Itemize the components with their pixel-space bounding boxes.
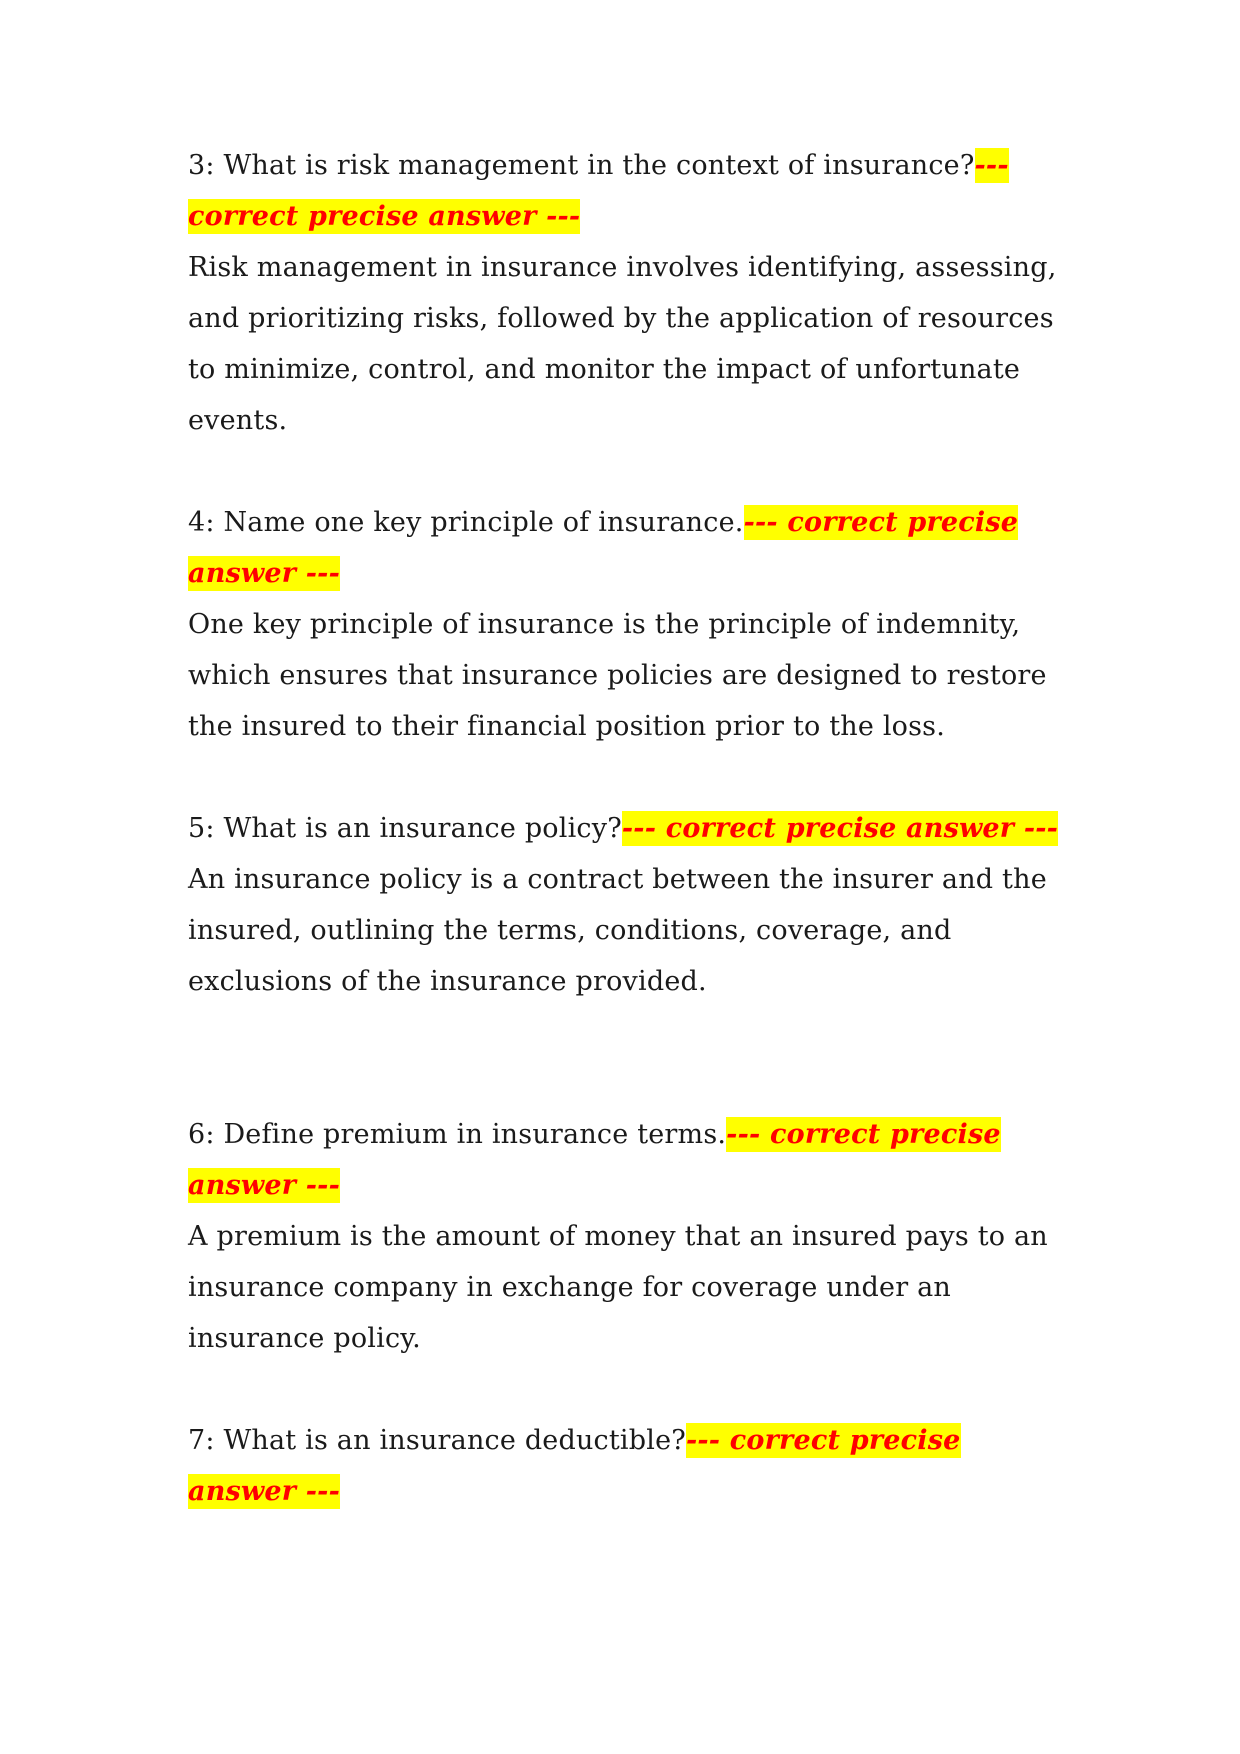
qa-item-3 (188, 140, 1078, 446)
question-text: 7: What is an insurance deductible? (188, 1425, 686, 1456)
answer-marker-highlight: --- correct precise answer --- (188, 1119, 1001, 1201)
question-text: 4: Name one key principle of insurance. (188, 507, 744, 538)
qa-item-4 (188, 497, 1078, 752)
answer-marker-highlight: --- correct precise answer --- (621, 813, 1059, 844)
question-text: 5: What is an insurance policy? (188, 813, 622, 844)
answer-marker-highlight: --- correct precise answer --- (188, 1425, 961, 1507)
question-7 (188, 1415, 1078, 1517)
answer-marker-highlight: --- correct precise answer --- (188, 507, 1019, 589)
answer-6: A premium is the amount of money that an insured pays to an insurance company in exchange for coverage under an insurance policy. (188, 1221, 1048, 1354)
question-text: 6: Define premium in insurance terms. (188, 1119, 727, 1150)
question-5 (188, 803, 1078, 854)
question-6 (188, 1109, 1078, 1211)
qa-item-5 (188, 803, 1078, 1007)
question-text: 3: What is risk management in the context of insurance? (188, 150, 975, 181)
spacer (188, 752, 1078, 803)
answer-4: One key principle of insurance is the principle of indemnity, which ensures that insurance policies are designed to restore the insured to their financial position prior to the loss. (188, 609, 1047, 742)
question-4 (188, 497, 1078, 599)
answer-3: Risk management in insurance involves identifying, assessing, and prioritizing risks, followed by the application of resources to minimize, control, and monitor the impact of unfortunate events. (188, 252, 1057, 436)
spacer (188, 1007, 1078, 1109)
answer-5: An insurance policy is a contract between the insurer and the insured, outlining the terms, conditions, coverage, and exclusions of the insurance provided. (188, 864, 1047, 997)
qa-item-6 (188, 1109, 1078, 1364)
answer-marker-highlight: --- correct precise answer --- (188, 150, 1009, 232)
document-page (188, 140, 1078, 1517)
spacer (188, 446, 1078, 497)
qa-item-7 (188, 1415, 1078, 1517)
spacer (188, 1364, 1078, 1415)
question-3 (188, 140, 1078, 242)
